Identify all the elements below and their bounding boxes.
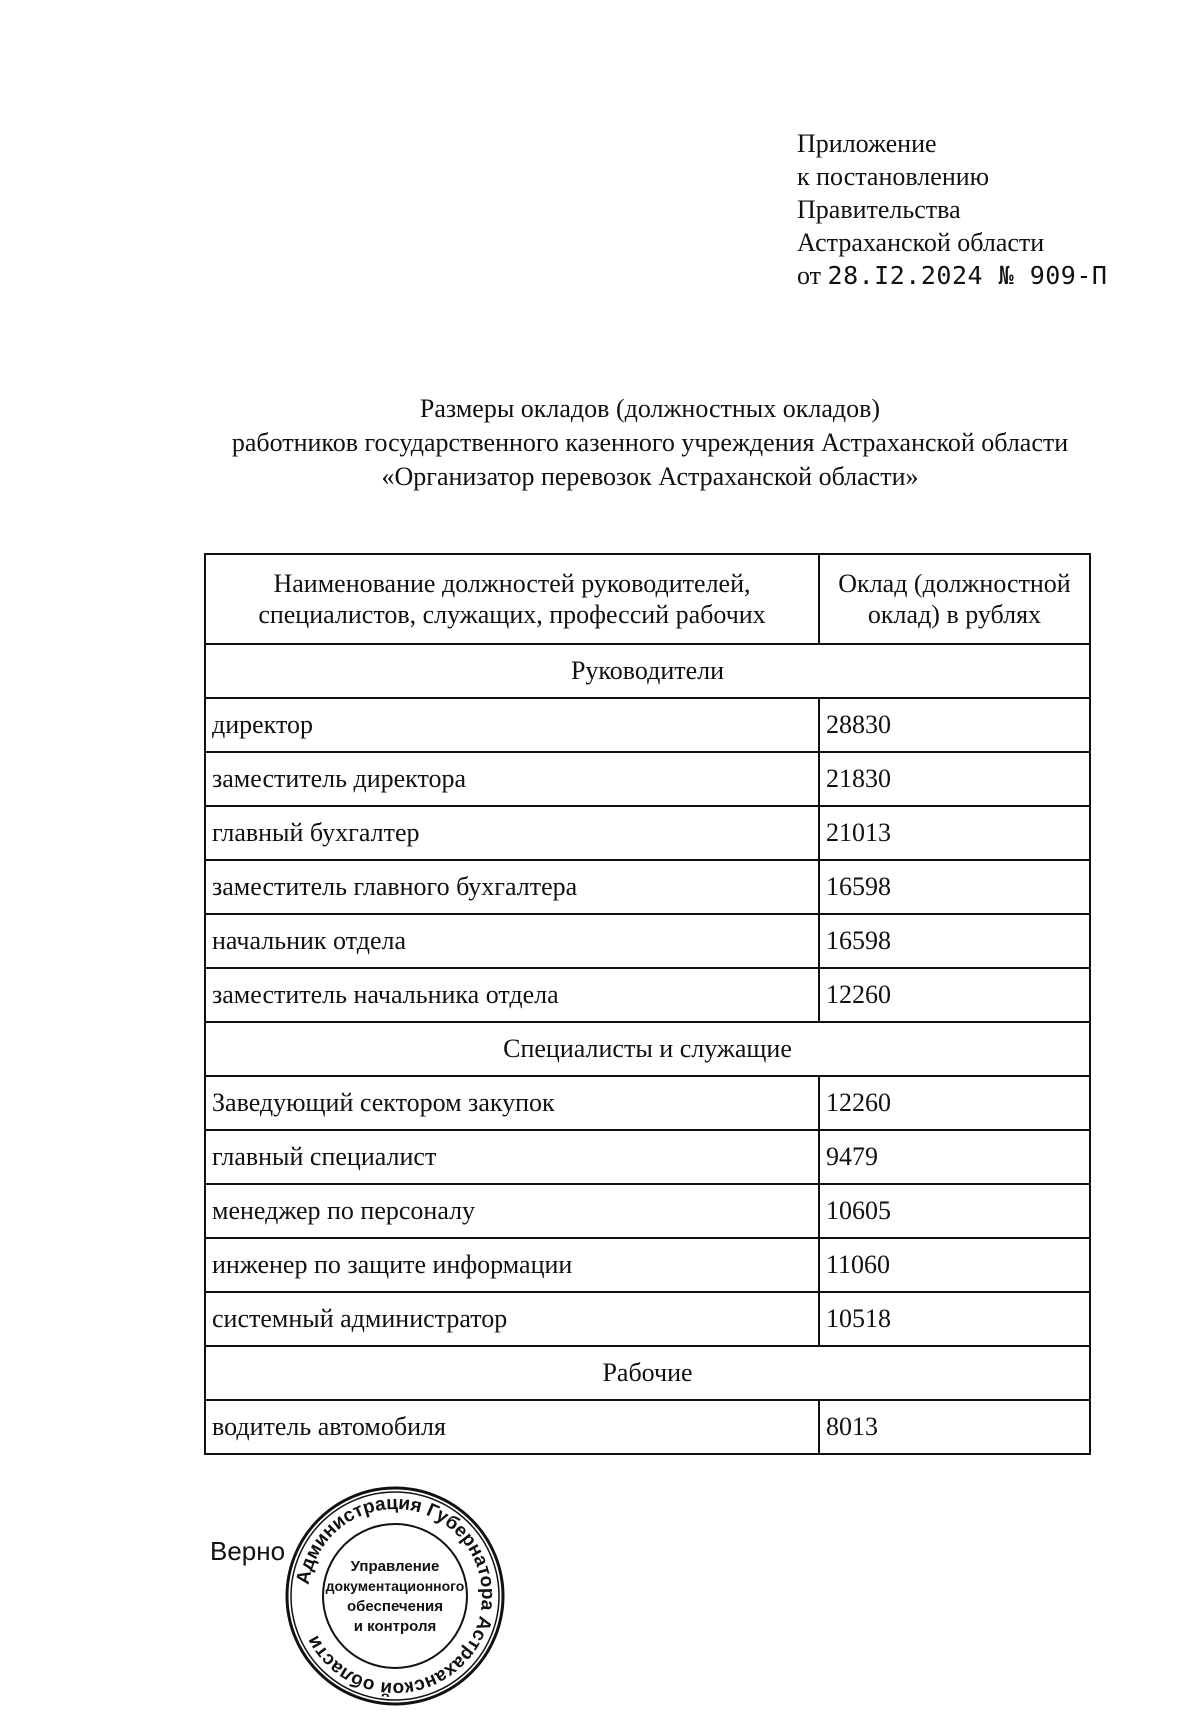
header-position-line-1: Наименование должностей руководителей,	[273, 569, 751, 598]
salary-table	[204, 553, 1091, 1455]
table-row	[205, 806, 1090, 860]
appendix-line-4: Астраханской области	[797, 228, 1045, 257]
title-line-1: Размеры окладов (должностных окладов)	[419, 394, 881, 423]
salary-cell: 9479	[819, 1130, 1090, 1184]
seal-ring-text: Администрация Губернатора Астраханской области	[292, 1492, 499, 1700]
salary-cell: 16598	[819, 914, 1090, 968]
position-cell: системный администратор	[205, 1292, 819, 1346]
position-cell: главный специалист	[205, 1130, 819, 1184]
seal-center-line-4: и контроля	[353, 1618, 437, 1635]
appendix-line-2: к постановлению	[797, 162, 990, 191]
header-position-line-2: специалистов, служащих, профессий рабочих	[258, 600, 766, 629]
table-row	[205, 914, 1090, 968]
appendix-line-1: Приложение	[797, 129, 937, 158]
position-cell: Заведующий сектором закупок	[205, 1076, 819, 1130]
salary-cell: 21830	[819, 752, 1090, 806]
position-cell: директор	[205, 698, 819, 752]
position-cell: водитель автомобиля	[205, 1400, 819, 1454]
salary-cell: 10518	[819, 1292, 1090, 1346]
header-salary	[819, 554, 1090, 644]
position-cell: заместитель главного бухгалтера	[205, 860, 819, 914]
table-header-row	[205, 554, 1090, 644]
table-row	[205, 752, 1090, 806]
seal-outer-ring	[287, 1488, 503, 1704]
position-cell: инженер по защите информации	[205, 1238, 819, 1292]
section-title: Рабочие	[205, 1346, 1090, 1400]
title-line-2: работников государственного казенного учреждения Астраханской области	[231, 428, 1069, 457]
appendix-date-prefix: от	[797, 261, 822, 290]
table-row	[205, 1130, 1090, 1184]
position-cell: заместитель директора	[205, 752, 819, 806]
seal-center-line-2: документационного	[325, 1578, 465, 1594]
table-row	[205, 1238, 1090, 1292]
table-row	[205, 1400, 1090, 1454]
salary-cell: 28830	[819, 698, 1090, 752]
appendix-block	[797, 127, 1107, 292]
position-cell: заместитель начальника отдела	[205, 968, 819, 1022]
appendix-date-number: 28.I2.2024 № 909-П	[827, 261, 1108, 290]
header-salary-line-1: Оклад (должностной	[838, 569, 1071, 598]
salary-cell: 16598	[819, 860, 1090, 914]
seal-center-line-1: Управление	[350, 1558, 440, 1575]
position-cell: главный бухгалтер	[205, 806, 819, 860]
document-title	[150, 392, 1150, 494]
table-row	[205, 1076, 1090, 1130]
appendix-date-line	[797, 259, 1107, 292]
section-row	[205, 1346, 1090, 1400]
official-seal	[282, 1483, 508, 1709]
header-position	[205, 554, 819, 644]
salary-cell: 21013	[819, 806, 1090, 860]
table-row	[205, 1184, 1090, 1238]
section-row	[205, 1022, 1090, 1076]
seal-center-line-3: обеспечения	[346, 1598, 444, 1615]
table-row	[205, 860, 1090, 914]
salary-cell: 8013	[819, 1400, 1090, 1454]
salary-cell: 12260	[819, 1076, 1090, 1130]
seal-inner-ring	[323, 1524, 467, 1668]
position-cell: менеджер по персоналу	[205, 1184, 819, 1238]
salary-cell: 12260	[819, 968, 1090, 1022]
table-row	[205, 968, 1090, 1022]
salary-cell: 11060	[819, 1238, 1090, 1292]
section-title: Руководители	[205, 644, 1090, 698]
section-row	[205, 644, 1090, 698]
section-title: Специалисты и служащие	[205, 1022, 1090, 1076]
certify-text: Верно	[210, 1536, 286, 1566]
appendix-line-3: Правительства	[797, 195, 961, 224]
table-row	[205, 1292, 1090, 1346]
table-row	[205, 698, 1090, 752]
salary-cell: 10605	[819, 1184, 1090, 1238]
title-line-3: «Организатор перевозок Астраханской области»	[381, 462, 919, 491]
position-cell: начальник отдела	[205, 914, 819, 968]
header-salary-line-2: оклад) в рублях	[867, 600, 1042, 629]
